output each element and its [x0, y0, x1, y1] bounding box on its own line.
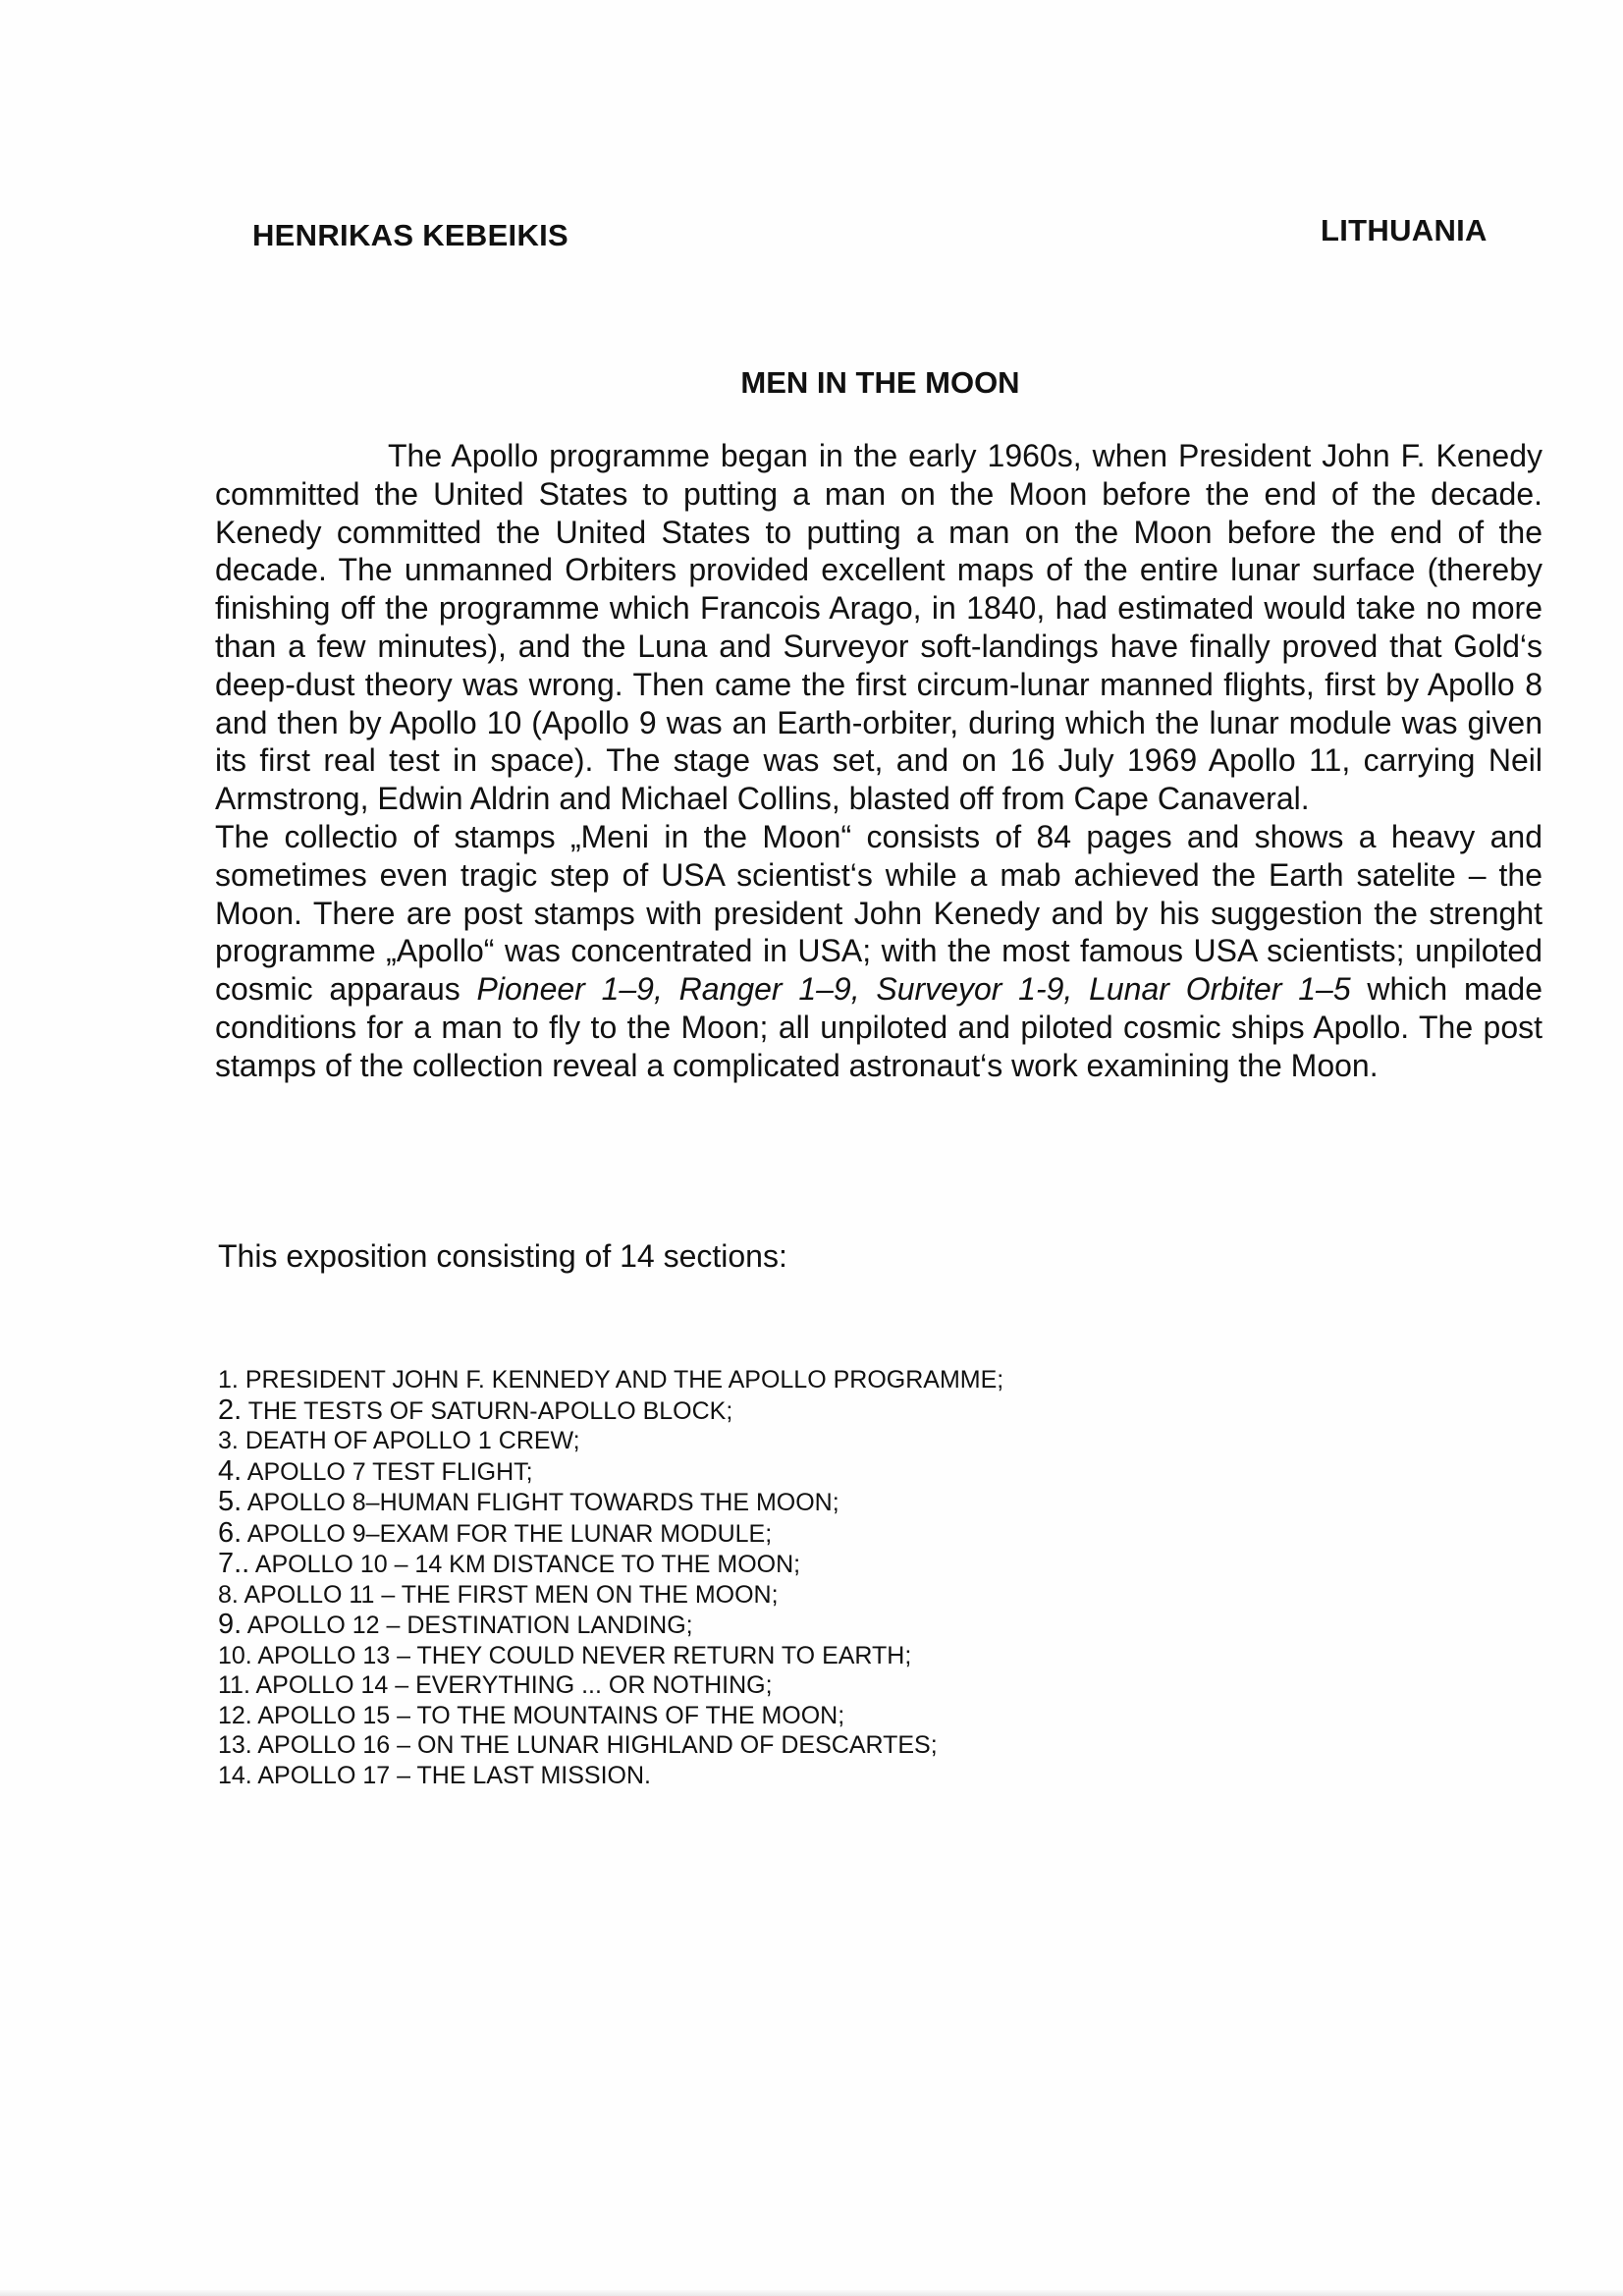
list-item — [218, 1487, 1003, 1518]
list-item — [218, 1761, 1003, 1791]
list-item — [218, 1641, 1003, 1671]
section-number: 7.. — [218, 1548, 250, 1579]
section-text: APOLLO 7 TEST FLIGHT; — [246, 1457, 533, 1486]
list-item — [218, 1518, 1003, 1550]
list-item — [218, 1395, 1003, 1427]
section-number: 9. — [218, 1609, 243, 1640]
country-name: LITHUANIA — [1321, 213, 1488, 247]
section-text: APOLLO 15 – TO THE MOUNTAINS OF THE MOON; — [257, 1701, 845, 1729]
section-text: THE TESTS OF SATURN-APOLLO BLOCK; — [247, 1396, 733, 1425]
list-item — [218, 1730, 1003, 1761]
list-item — [218, 1426, 1003, 1456]
list-item — [218, 1610, 1003, 1641]
list-item — [218, 1365, 1003, 1395]
section-number: 6. — [218, 1516, 243, 1549]
list-item — [218, 1456, 1003, 1488]
section-text: APOLLO 17 – THE LAST MISSION. — [257, 1761, 651, 1789]
section-text: APOLLO 16 – ON THE LUNAR HIGHLAND OF DESCARTES; — [257, 1731, 938, 1759]
section-number: 2. — [218, 1394, 243, 1426]
section-text: PRESIDENT JOHN F. KENNEDY AND THE APOLLO PROGRAMME; — [244, 1366, 1004, 1394]
body-text — [215, 437, 1542, 1085]
section-text: APOLLO 8–HUMAN FLIGHT TOWARDS THE MOON; — [246, 1489, 839, 1516]
paragraph-collection-part1: The collectio of stamps „Meni in the Moon“ consists of 84 pages and shows a heavy and sometimes even tragic step of USA scientist‘s while a mab achieved the Earth satelite – the Moon. There are post stamps with president John Kenedy and by his suggestion the strenght programme „Apollo“ was concentrated in USA; with the most famous USA scientists; unpiloted cosmic apparaus — [215, 818, 1542, 1008]
section-text: DEATH OF APOLLO 1 CREW; — [244, 1427, 580, 1454]
section-number: 3. — [218, 1427, 239, 1454]
list-item — [218, 1580, 1003, 1611]
section-text: APOLLO 13 – THEY COULD NEVER RETURN TO EARTH; — [257, 1641, 912, 1669]
list-item — [218, 1701, 1003, 1731]
section-number: 1. — [218, 1366, 239, 1394]
section-number: 14. — [218, 1761, 252, 1789]
section-text: APOLLO 12 – DESTINATION LANDING; — [246, 1612, 693, 1639]
list-item — [218, 1549, 1003, 1580]
document-title: MEN IN THE MOON — [740, 365, 1020, 400]
section-text: APOLLO 11 – THE FIRST MEN ON THE MOON; — [243, 1580, 779, 1609]
section-text: APOLLO 14 – EVERYTHING ... OR NOTHING; — [255, 1671, 773, 1699]
scan-edge-divider — [0, 2290, 1623, 2296]
section-number: 5. — [218, 1486, 243, 1517]
list-item — [218, 1670, 1003, 1701]
sections-list — [218, 1365, 1003, 1790]
paragraph-collection-italic: Pioneer 1–9, Ranger 1–9, Surveyor 1-9, Lunar Orbiter 1–5 — [476, 971, 1351, 1008]
author-name: HENRIKAS KEBEIKIS — [252, 218, 569, 252]
section-number: 8. — [218, 1580, 239, 1609]
section-number: 12. — [218, 1701, 252, 1729]
section-number: 4. — [218, 1454, 243, 1487]
sections-intro: This exposition consisting of 14 sections: — [218, 1238, 787, 1274]
paragraph-collection — [215, 818, 1542, 1085]
section-number: 10. — [218, 1641, 252, 1669]
paragraph-collection-part2: which made conditions for a man to fly to the Moon; all unpiloted and piloted cosmic ships Apollo. The post stamps of the collection reveal a complicated astronaut‘s work examining the Moon. — [215, 971, 1543, 1083]
section-text: APOLLO 9–EXAM FOR THE LUNAR MODULE; — [246, 1519, 773, 1548]
section-number: 13. — [218, 1731, 252, 1759]
paragraph-apollo-programme: The Apollo programme began in the early 1960s, when President John F. Kenedy committed the United States to putting a man on the Moon before the end of the decade. Kenedy committed the United States to putting a man on the Moon before the end of the decade. The unmanned Orbiters provided excellent maps of the entire lunar surface (thereby finishing off the programme which Francois Arago, in 1840, had estimated would take no more than a few minutes), and the Luna and Surveyor soft-landings have finally proved that Gold‘s deep-dust theory was wrong. Then came the first circum-lunar manned flights, first by Apollo 8 and then by Apollo 10 (Apollo 9 was an Earth-orbiter, during which the lunar module was given its first real test in space). The stage was set, and on 16 July 1969 Apollo 11, carrying Neil Armstrong, Edwin Aldrin and Michael Collins, blasted off from Cape Canaveral. — [215, 438, 1542, 817]
section-number: 11. — [218, 1671, 250, 1699]
section-text: APOLLO 10 – 14 KM DISTANCE TO THE MOON; — [254, 1551, 801, 1578]
